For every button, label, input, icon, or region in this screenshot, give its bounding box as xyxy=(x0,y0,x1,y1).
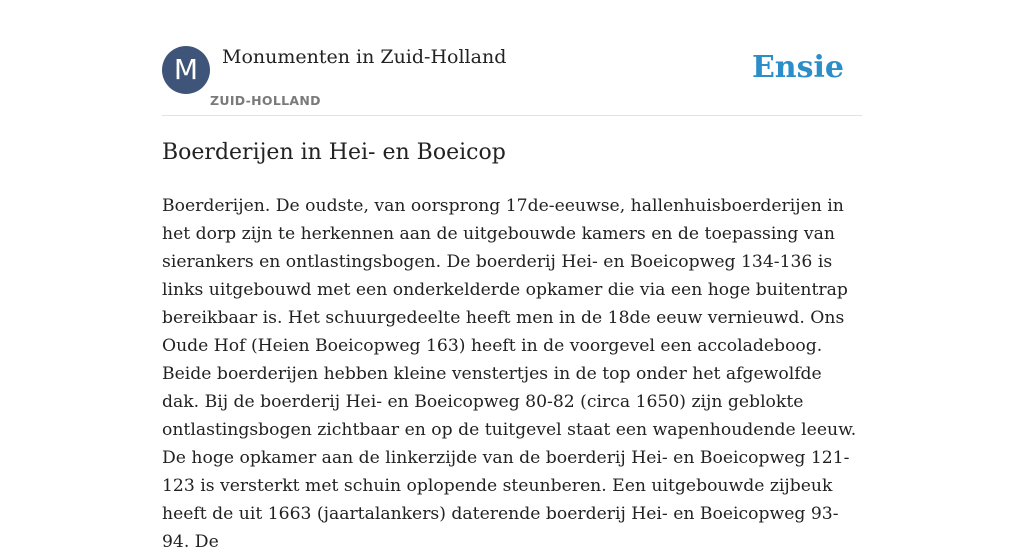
article-title: Boerderijen in Hei- en Boeicop xyxy=(162,140,506,165)
article-body: Boerderijen. De oudste, van oorsprong 17de-eeuwse, hallenhuisboerderijen in het dorp zijn te herkennen aan de uitgebouwde kamers en de toepassing van sierankers en ontlastingsbogen. De boerderij Hei- en Boeicopweg 134-136 is links uitgebouwd met een onderkelderde opkamer die via een hoge buitentrap bereikbaar is. Het schuurgedeelte heeft men in de 18de eeuw vernieuwd. Ons Oude Hof (Heien Boeicopweg 163) heeft in de voorgevel een accoladeboog. Beide boerderijen hebben kleine venstertjes in de top onder het afgewolfde dak. Bij de boerderij Hei- en Boeicopweg 80-82 (circa 1650) zijn geblokte ontlastingsbogen zichtbaar en op de tuitgevel staat een wapenhoudende leeuw. De hoge opkamer aan de linkerzijde van de boerderij Hei- en Boeicopweg 121-123 is versterkt met schuin oplopende steunberen. Een uitgebouwde zijbeuk heeft de uit 1663 (jaartalankers) daterende boerderij Hei- en Boeicopweg 93-94. De xyxy=(162,196,857,552)
channel-avatar[interactable] xyxy=(162,46,210,94)
channel-subtitle-link[interactable]: ZUID-HOLLAND xyxy=(210,93,321,108)
channel-header xyxy=(162,44,862,116)
avatar-letter: M xyxy=(173,53,199,86)
ensie-logo[interactable]: Ensie xyxy=(751,50,844,85)
header-divider xyxy=(162,115,862,116)
channel-title-link[interactable]: Monumenten in Zuid-Holland xyxy=(222,46,507,68)
